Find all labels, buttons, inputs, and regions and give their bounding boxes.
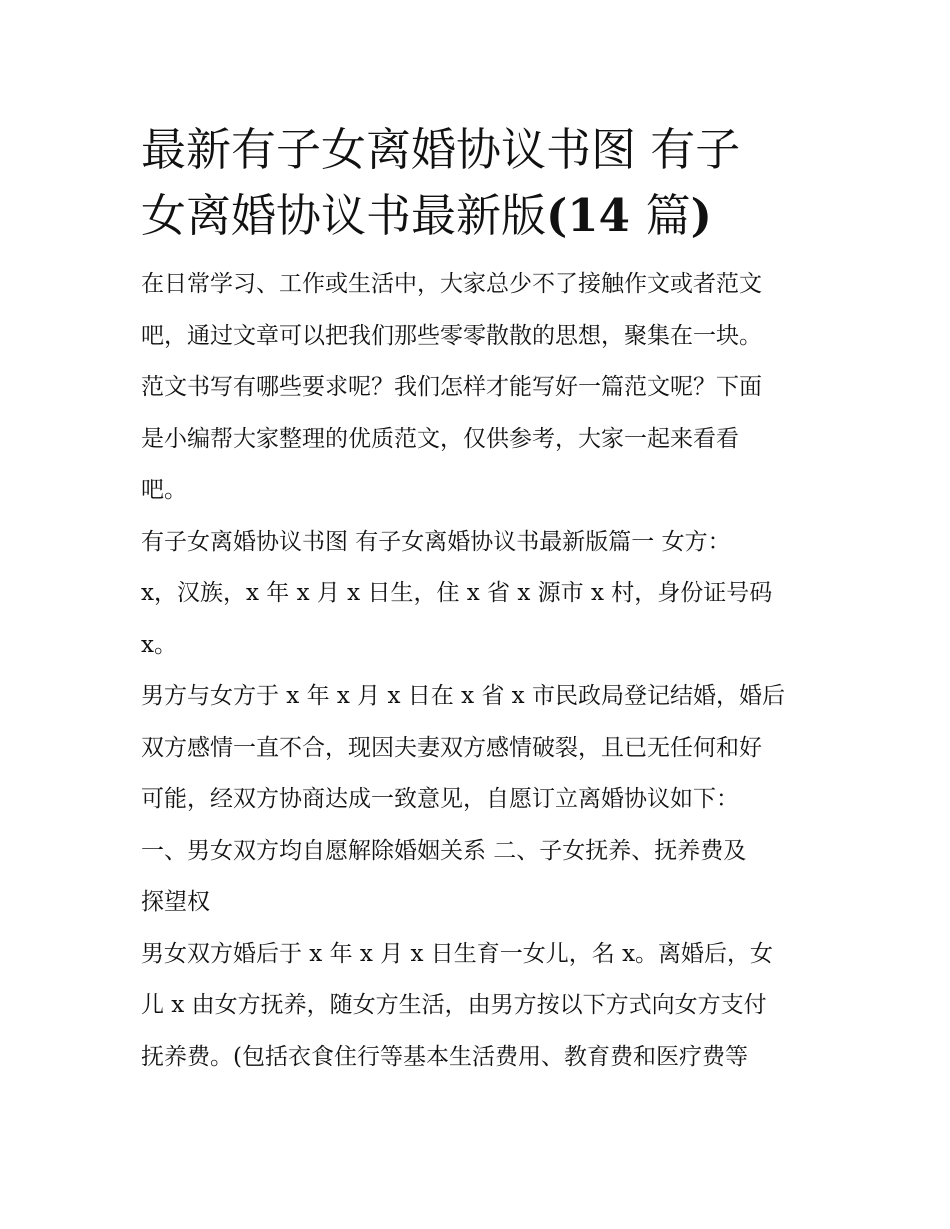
body-line: 范文书写有哪些要求呢？我们怎样才能写好一篇范文呢？下面 <box>141 374 762 400</box>
document-title <box>141 117 813 249</box>
body-line: 在日常学习、工作或生活中，大家总少不了接触作文或者范文 <box>141 271 762 297</box>
title-line-1: 最新有子女离婚协议书图 有子 <box>141 123 741 176</box>
body-line: 可能，经双方协商达成一致意见，自愿订立离婚协议如下： <box>141 786 739 812</box>
body-line: 是小编帮大家整理的优质范文，仅供参考，大家一起来看看 <box>141 425 739 452</box>
body-line: 男方与女方于 x 年 x 月 x 日在 x 省 x 市民政局登记结婚，婚后 <box>141 683 785 709</box>
body-line: 吧。 <box>141 477 187 503</box>
body-line: 有子女离婚协议书图 有子女离婚协议书最新版篇一 女方： <box>141 528 731 555</box>
document-content <box>141 117 813 1083</box>
body-line: 吧，通过文章可以把我们那些零零散散的思想，聚集在一块。 <box>141 322 762 349</box>
body-line: 男女双方婚后于 x 年 x 月 x 日生育一女儿，名 x。离婚后，女 <box>141 940 774 967</box>
body-line: 探望权 <box>141 889 210 915</box>
title-count-unit: 篇 <box>645 189 691 242</box>
title-line-2-text: 女离婚协议书最新版 <box>141 189 547 242</box>
body-line: 抚养费。(包括衣食住行等基本生活费用、教育费和医疗费等 <box>141 1043 748 1070</box>
title-line-2 <box>141 183 813 249</box>
body-line: x。 <box>141 631 177 658</box>
title-count: (14 <box>546 189 646 242</box>
body-line: x，汉族，x 年 x 月 x 日生，住 x 省 x 源市 x 村，身份证号码 <box>141 580 773 606</box>
body-line: 一、男女双方均自愿解除婚姻关系 二、子女抚养、抚养费及 <box>141 837 747 864</box>
title-close-paren: ) <box>690 189 712 242</box>
document-body <box>141 259 813 1083</box>
body-line: 儿 x 由女方抚养，随女方生活，由男方按以下方式向女方支付 <box>141 992 767 1018</box>
body-line: 双方感情一直不合，现因夫妻双方感情破裂，且已无任何和好 <box>141 734 762 761</box>
